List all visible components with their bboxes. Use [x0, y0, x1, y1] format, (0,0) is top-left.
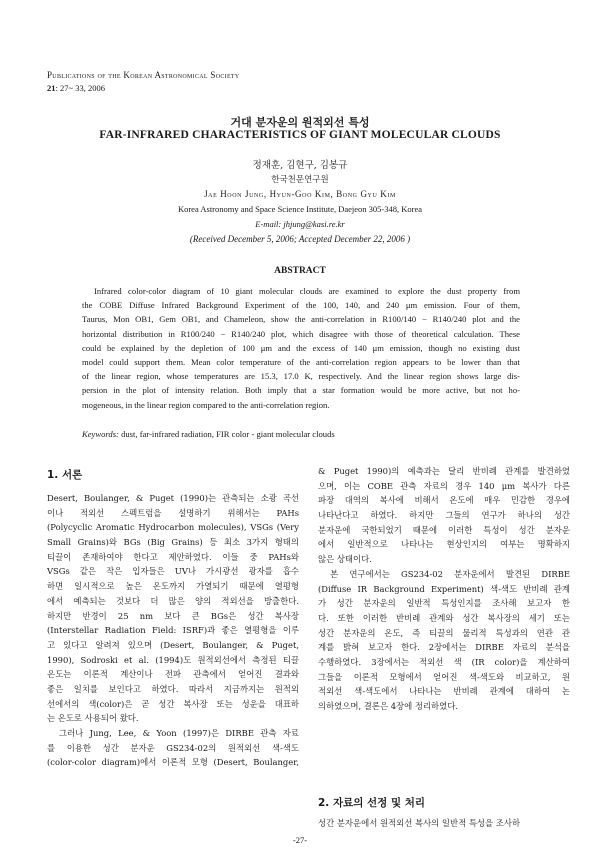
- body-line: 적외선 색-색도에서 나타나는 반비례 관계에 대하여 논: [318, 686, 570, 697]
- body-line: 가 성간 분자운의 일반적 특성인지를 조사해 보고자 한: [318, 598, 570, 609]
- body-line: 않은 상태이다.: [318, 554, 372, 565]
- page-number: -27-: [292, 835, 308, 845]
- body-line: 그러나 Jung, Lee, & Yoon (1997)은 DIRBE 관측 자료: [59, 728, 299, 738]
- abstract-line: could be explained by the depletion of 100 μm and the excess of 140 μm emission, though no existing dust: [82, 342, 520, 353]
- left-column: [47, 491, 299, 770]
- body-line: (color-color diagram)에서 이론적 모형 (Desert, Boulanger,: [47, 757, 299, 768]
- abstract-line: the COBE Diffuse Infrared Background Experiment of the 100, 140, and 240 μm emission. Four of them,: [82, 300, 520, 311]
- journal-name: [47, 70, 240, 80]
- right-column: [318, 464, 570, 714]
- body-line: 성간 분자운에서 원적외선 복사의 일반적 특성을 조사하: [318, 818, 521, 828]
- body-line: 수행하였다. 3장에서는 적외선 색 (IR color)을 계산하여: [318, 656, 570, 667]
- body-line: 본 연구에서는 GS234-02 분자운에서 발견된 DIRBE: [330, 568, 570, 579]
- authors-korean: 정재훈, 김현구, 김봉규: [252, 160, 348, 171]
- abstract-line: mogeneous, in the linear region compared to the anti-correlation region.: [82, 399, 330, 410]
- body-line: 파장 대역의 복사에 비해서 온도에 매우 민감한 경우에: [318, 495, 570, 506]
- body-line: 온도는 이론적 계산이나 전파 관측에서 얻어진 결과와: [47, 669, 299, 680]
- body-line: 는 온도로 사용되어 왔다.: [47, 713, 139, 724]
- body-line: 분자운에 국한되었기 때문에 이러한 특성이 성간 분자운: [318, 524, 570, 535]
- abstract-line: Taurus, Mon OB1, Gem OB1, and Chameleon, show the anti-correlation in R100/140 − R140/240 plot and the: [82, 314, 520, 325]
- body-line: 1990), Sodroski et al. (1994)도 원적외선에서 측정된 티끌: [47, 654, 299, 665]
- body-line: (Diffuse IR Background Experiment) 색-색도 반비례 관계: [318, 583, 570, 594]
- keywords-text: dust, far-infrared radiation, FIR color - giant molecular clouds: [121, 429, 335, 439]
- body-line: VSGs 같은 작은 입자들은 UV나 가시광선 광자를 흡수: [47, 566, 299, 577]
- body-line: 계를 밝혀 보고자 한다. 2장에서는 DIRBE 자료의 분석을: [318, 642, 570, 653]
- body-line: 의하였으며, 결론은 4장에 정리하였다.: [318, 701, 458, 711]
- body-line: Small Grains)와 BGs (Big Grains) 등 최소 3가지 형태의: [47, 537, 299, 548]
- body-line: 다. 또한 이러한 반비례 관계와 성간 복사장의 세기 또는: [318, 612, 570, 623]
- body-line: Desert, Boulanger, & Puget (1990)는 관측되는 소광 곡선: [47, 493, 299, 503]
- affiliation-korean: 한국천문연구원: [271, 175, 329, 185]
- body-line: 으며, 이는 COBE 관측 자료의 경우 140 μm 복사가 다른: [318, 480, 570, 491]
- body-line: 하지만 반경이 25 nm 보다 큰 BGs은 성간 복사장: [47, 610, 299, 621]
- body-line: 좋은 일치를 보인다고 하였다. 따라서 지금까지는 원적외: [47, 683, 299, 694]
- journal-title: Publications of the Korean Astronomical Society: [47, 70, 240, 80]
- title-korean: 거대 분자운의 원적외선 특성: [230, 116, 370, 129]
- abstract-line: model could support them. Mean color temperature of the anti-correlation region appears to be lower than that: [82, 356, 520, 367]
- abstract-heading: ABSTRACT: [274, 266, 326, 276]
- keywords-label: Keywords:: [82, 429, 119, 439]
- journal-pages: : 27~ 33, 2006: [55, 83, 105, 93]
- body-line: 고 있다고 알려져 있으며 (Desert, Boulanger, & Puget,: [47, 639, 299, 650]
- body-line: 선에서의 색(color)은 곧 성간 복사장 또는 성운을 대표하: [47, 698, 299, 709]
- body-line: 티끌이 존재하여야 한다고 제안하였다. 이들 중 PAHs와: [47, 551, 299, 562]
- body-line: 를 이용한 성간 분자운 GS234-02의 원적외선 색-색도: [47, 742, 299, 753]
- body-line: 에서 일반적으로 나타나는 현상인지의 여부는 명확하지: [318, 539, 570, 550]
- keywords: [82, 429, 335, 439]
- section-2-body: [318, 816, 570, 831]
- abstract-line: of the linear region, whose temperatures are 15.3, 17.0 K, respectively. And the linear region shows large dis-: [82, 371, 520, 382]
- abstract-line: Infrared color-color diagram of 10 giant molecular clouds are examined to explore the dust property from: [94, 286, 520, 296]
- body-line: (Polycyclic Aromatic Hydrocarbon molecules), VSGs (Very: [47, 522, 299, 533]
- author-email: E-mail: jhjung@kasi.re.kr: [255, 219, 345, 229]
- body-line: 이나 적외선 스펙트럼을 설명하기 위해서는 PAHs: [47, 507, 299, 518]
- abstract-line: persion in the plot of intensity relation. Both imply that a star formation would be more active, but not ho-: [82, 385, 520, 396]
- section-2-heading: 2. 자료의 선정 및 처리: [318, 797, 426, 809]
- journal-volume-line: [47, 83, 105, 93]
- title-english: FAR-INFRARED CHARACTERISTICS OF GIANT MOLECULAR CLOUDS: [99, 129, 501, 141]
- body-line: 그들을 이론적 모형에서 얻어진 색-색도와 비교하고, 원: [318, 671, 570, 682]
- body-line: 하면 일시적으로 높은 온도까지 가열되기 때문에 열평형: [47, 581, 299, 592]
- body-line: 성간 분자운의 온도, 즉 티끌의 물리적 특성과의 연관 관: [318, 627, 570, 638]
- abstract-line: horizontal distribution in R100/240 − R140/240 plot, which disagree with those of theoretical calculation. These: [82, 328, 520, 339]
- body-line: (Interstellar Radiation Field: ISRF)과 좋은 열평형을 이루: [47, 625, 299, 636]
- body-line: 나타난다고 하였다. 하지만 그들의 연구가 하나의 성간: [318, 510, 570, 521]
- authors-english: Jae Hoon Jung, Hyun-Goo Kim, Bong Gyu Kim: [204, 189, 396, 199]
- affiliation-english: Korea Astronomy and Space Science Institute, Daejeon 305-348, Korea: [177, 204, 423, 214]
- body-line: 에서 예측되는 것보다 더 많은 양의 적외선을 방출한다.: [47, 595, 299, 606]
- journal-volume: 21: [47, 83, 56, 93]
- body-line: & Puget 1990)의 예측과는 달리 반비례 관계를 발견하였: [318, 466, 570, 476]
- section-1-heading: 1. 서론: [47, 469, 83, 481]
- abstract-body: [82, 284, 520, 412]
- received-dates: (Received December 5, 2006; Accepted December 22, 2006 ): [189, 234, 411, 244]
